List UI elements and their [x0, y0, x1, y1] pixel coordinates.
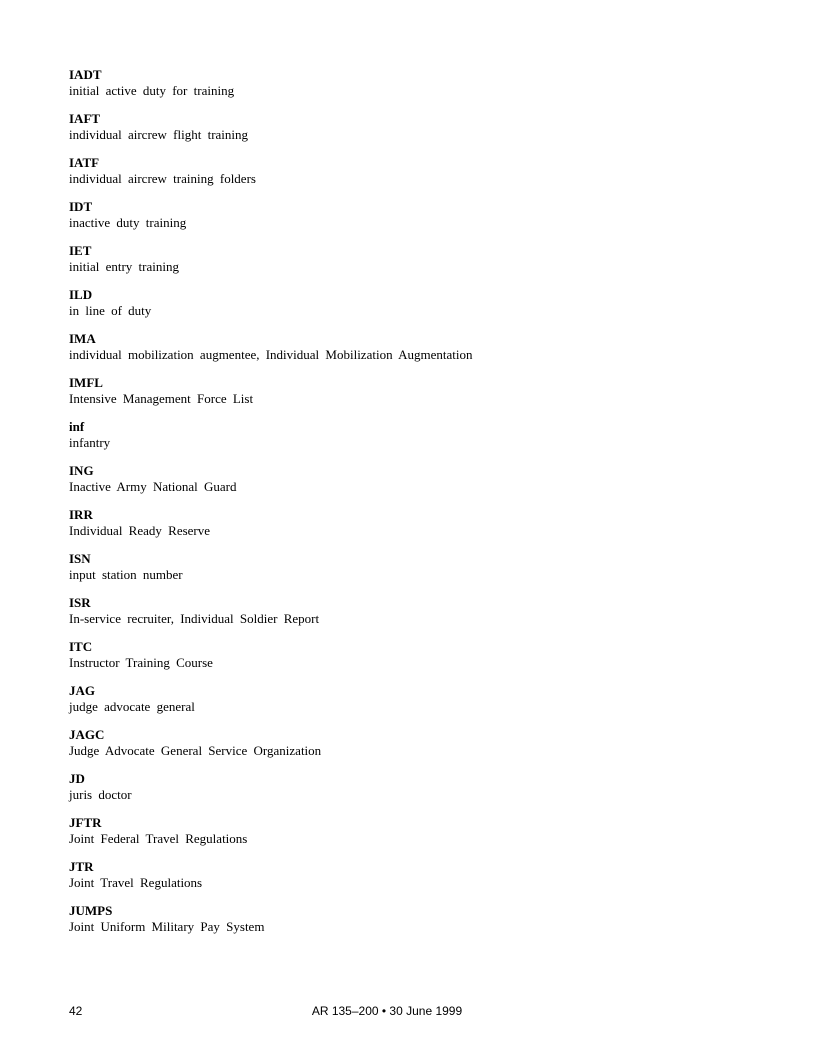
- glossary-term: JD: [69, 771, 85, 786]
- glossary-definition: Individual Ready Reserve: [69, 523, 211, 538]
- glossary-entry: [69, 771, 769, 815]
- glossary-definition: initial entry training: [69, 259, 179, 274]
- glossary-entry: [69, 243, 769, 287]
- glossary-term: ILD: [69, 287, 93, 302]
- glossary-list: [69, 67, 769, 947]
- glossary-entry: [69, 507, 769, 551]
- glossary-term: IAFT: [69, 111, 101, 126]
- glossary-term: ITC: [69, 639, 93, 654]
- page-footer: [0, 1003, 816, 1019]
- glossary-term: JAG: [69, 683, 95, 698]
- glossary-entry: [69, 155, 769, 199]
- glossary-term: IET: [69, 243, 92, 258]
- glossary-term: IRR: [69, 507, 93, 522]
- glossary-definition: infantry: [69, 435, 111, 450]
- glossary-term: JUMPS: [69, 903, 113, 918]
- glossary-term: IDT: [69, 199, 93, 214]
- glossary-term: JAGC: [69, 727, 105, 742]
- glossary-definition: Instructor Training Course: [69, 655, 213, 670]
- glossary-definition: in line of duty: [69, 303, 152, 318]
- document-identifier: AR 135–200 • 30 June 1999: [311, 1004, 463, 1018]
- glossary-definition: Intensive Management Force List: [69, 391, 254, 406]
- glossary-term: IATF: [69, 155, 100, 170]
- glossary-entry: [69, 859, 769, 903]
- glossary-definition: Joint Travel Regulations: [69, 875, 203, 890]
- glossary-term: inf: [69, 419, 85, 434]
- glossary-entry: [69, 331, 769, 375]
- glossary-term: JFTR: [69, 815, 102, 830]
- glossary-definition: juris doctor: [69, 787, 132, 802]
- glossary-entry: [69, 595, 769, 639]
- glossary-entry: [69, 199, 769, 243]
- glossary-definition: individual aircrew training folders: [69, 171, 256, 186]
- glossary-entry: [69, 683, 769, 727]
- glossary-entry: [69, 463, 769, 507]
- glossary-entry: [69, 903, 769, 947]
- glossary-definition: In-service recruiter, Individual Soldier Report: [69, 611, 320, 626]
- glossary-entry: [69, 815, 769, 859]
- glossary-definition: Inactive Army National Guard: [69, 479, 237, 494]
- glossary-definition: inactive duty training: [69, 215, 187, 230]
- glossary-entry: [69, 727, 769, 771]
- glossary-entry: [69, 111, 769, 155]
- glossary-entry: [69, 375, 769, 419]
- glossary-term: IADT: [69, 67, 102, 82]
- glossary-definition: Judge Advocate General Service Organization: [69, 743, 322, 758]
- glossary-definition: individual aircrew flight training: [69, 127, 249, 142]
- glossary-definition: Joint Federal Travel Regulations: [69, 831, 248, 846]
- glossary-definition: Joint Uniform Military Pay System: [69, 919, 265, 934]
- glossary-definition: individual mobilization augmentee, Individual Mobilization Augmentation: [69, 347, 473, 362]
- glossary-term: IMA: [69, 331, 96, 346]
- glossary-term: ISR: [69, 595, 91, 610]
- glossary-entry: [69, 551, 769, 595]
- glossary-entry: [69, 639, 769, 683]
- glossary-entry: [69, 287, 769, 331]
- glossary-definition: initial active duty for training: [69, 83, 235, 98]
- glossary-definition: input station number: [69, 567, 183, 582]
- glossary-entry: [69, 419, 769, 463]
- glossary-definition: judge advocate general: [69, 699, 195, 714]
- glossary-entry: [69, 67, 769, 111]
- page-number: 42: [69, 1004, 83, 1018]
- glossary-term: JTR: [69, 859, 94, 874]
- glossary-term: ISN: [69, 551, 91, 566]
- glossary-term: IMFL: [69, 375, 103, 390]
- glossary-term: ING: [69, 463, 94, 478]
